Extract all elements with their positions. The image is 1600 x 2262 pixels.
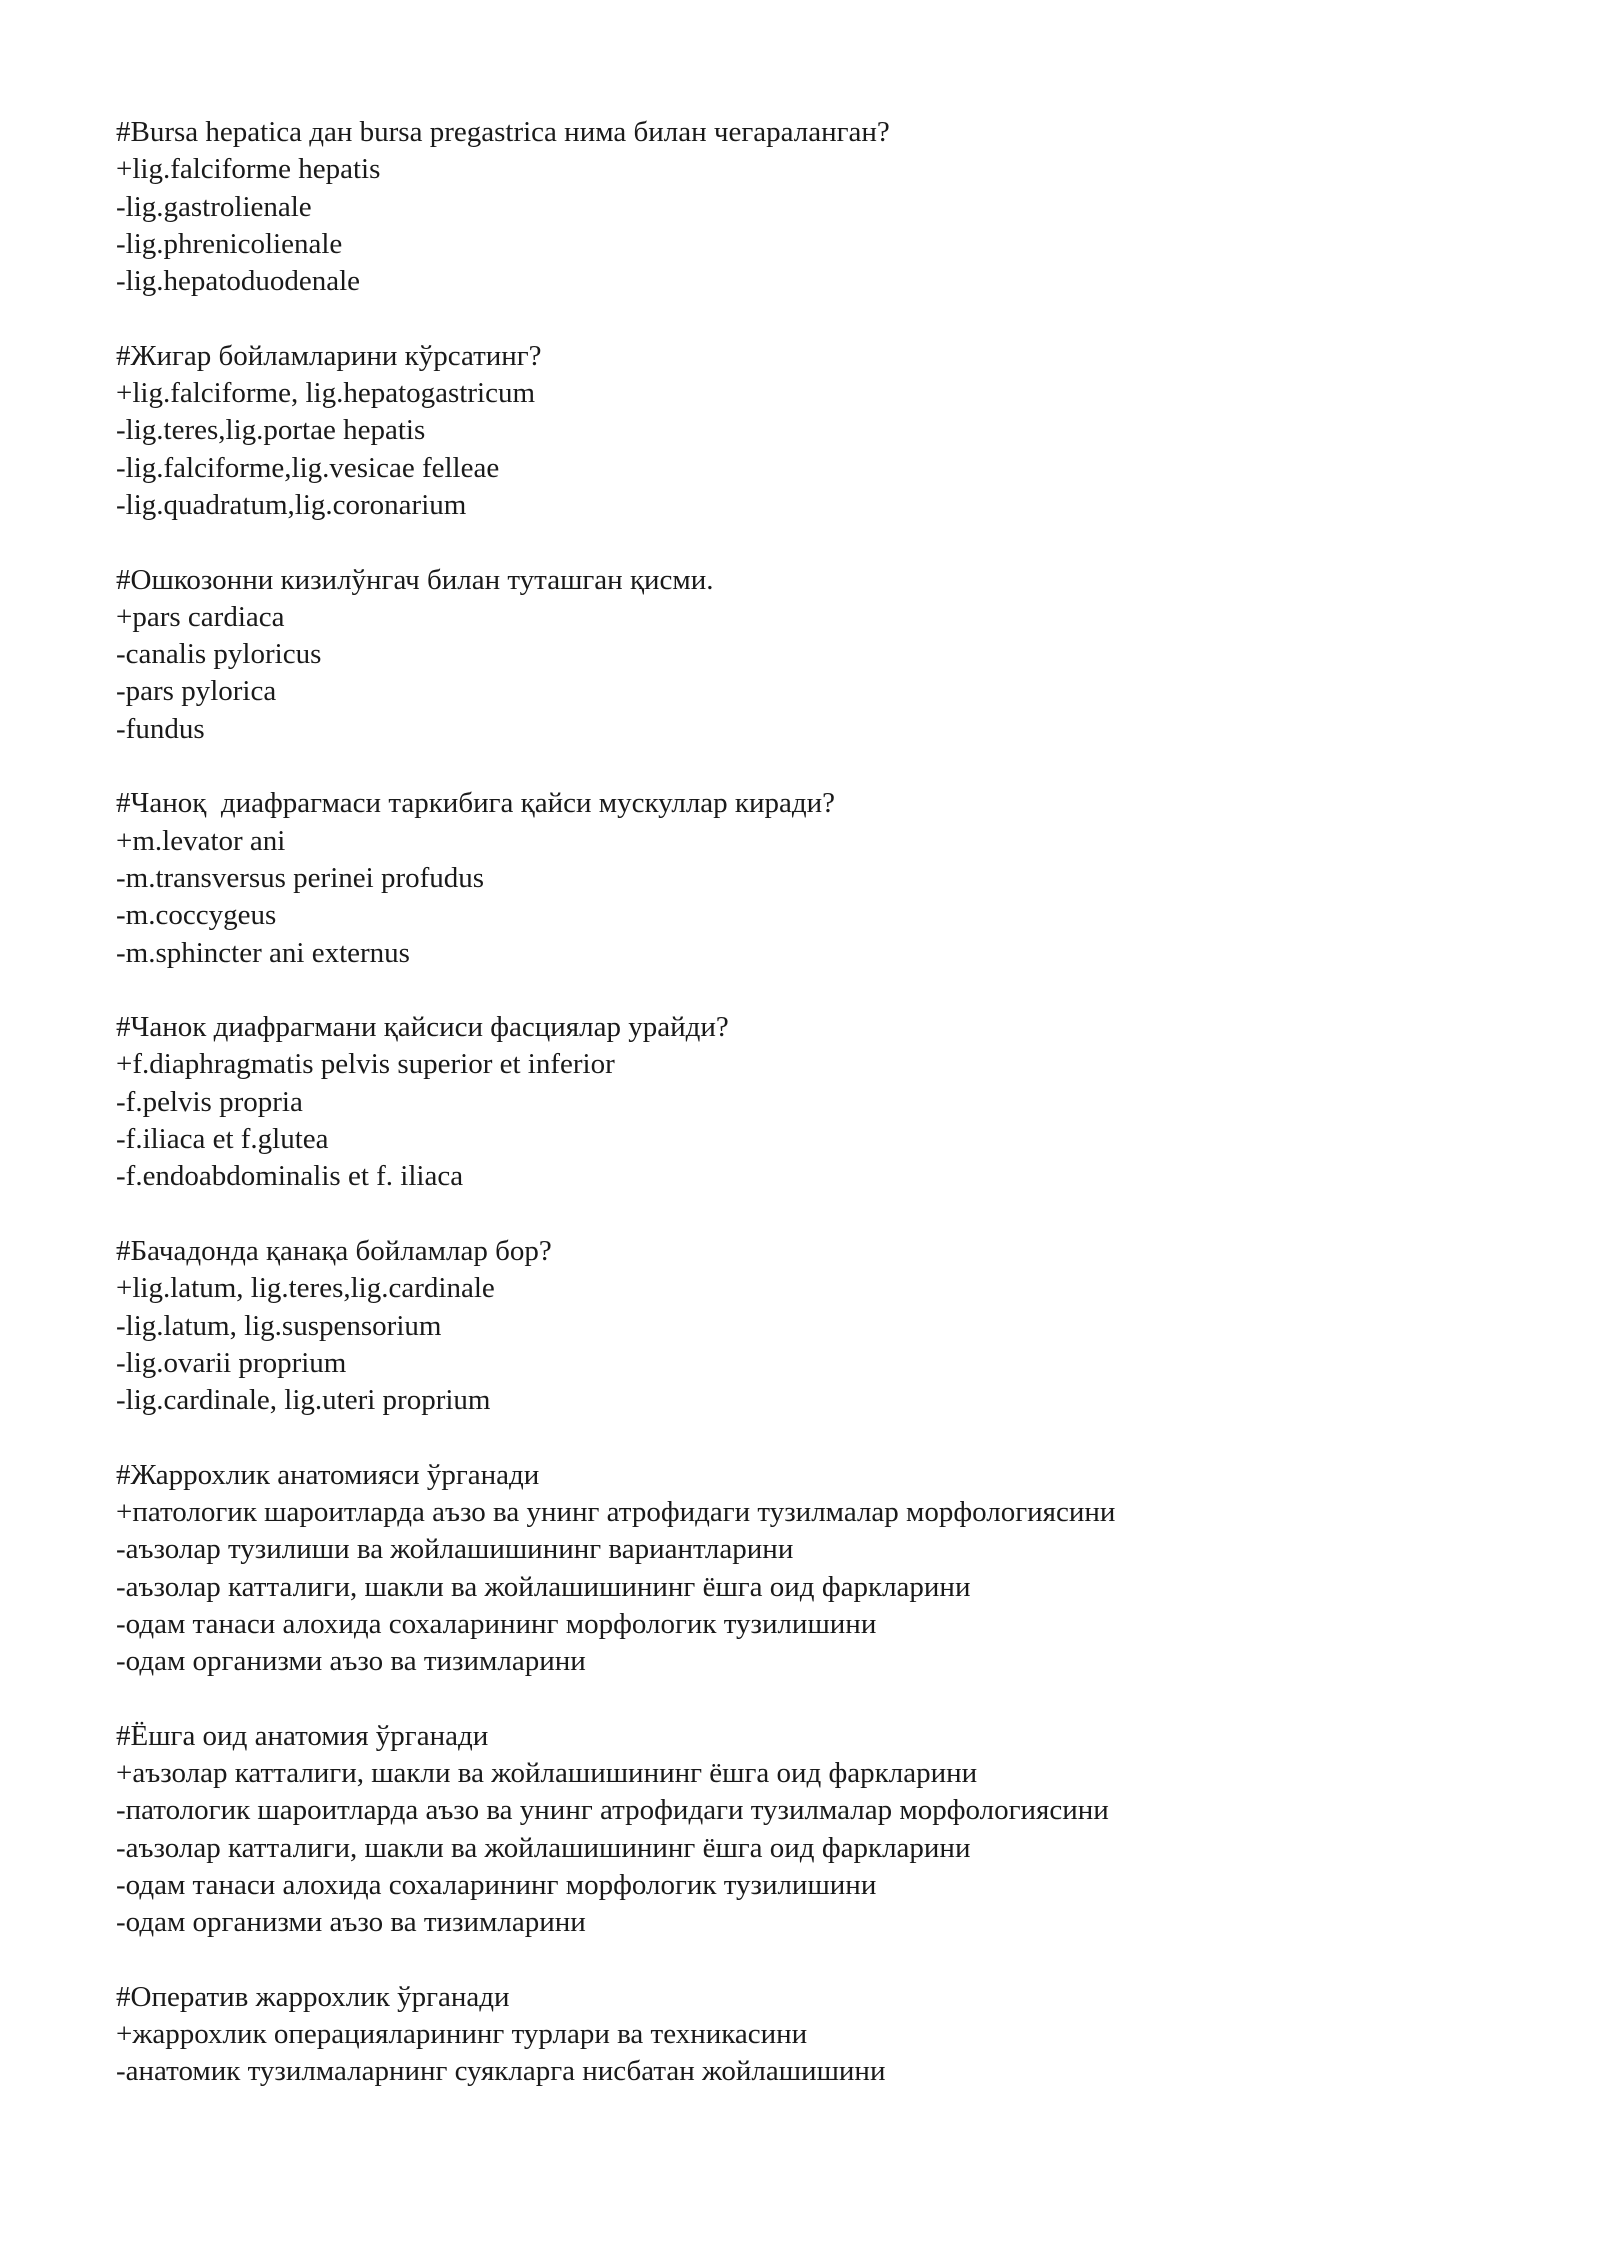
question-block xyxy=(116,338,1516,524)
answer-option: -m.transversus perinei profudus xyxy=(116,861,485,894)
answer-option: -m.sphincter ani externus xyxy=(116,936,410,969)
answer-option: -одам танаси алохида сохаларининг морфологик тузилишини xyxy=(116,1607,877,1640)
answer-option: -аъзолар катталиги, шакли ва жойлашишининг ёшга оид фаркларини xyxy=(116,1570,971,1603)
answer-option: -m.coccygeus xyxy=(116,899,277,932)
answer-option: -lig.hepatoduodenale xyxy=(116,265,360,298)
answer-option: -f.endoabdominalis et f. iliaca xyxy=(116,1160,464,1193)
answer-option: -одам организми аъзо ва тизимларини xyxy=(116,1645,586,1678)
answer-option: -fundus xyxy=(116,712,205,745)
answer-option: -lig.ovarii proprium xyxy=(116,1346,347,1379)
answer-option: -lig.teres,lig.portae hepatis xyxy=(116,414,426,447)
document-page xyxy=(116,114,1516,2128)
answer-option: +патологик шароитларда аъзо ва унинг атрофидаги тузилмалар морфологиясини xyxy=(116,1495,1116,1528)
answer-option: -аъзолар тузилиши ва жойлашишининг вариантларини xyxy=(116,1533,794,1566)
answer-option: -f.iliaca et f.glutea xyxy=(116,1123,329,1156)
answer-option: +жаррохлик операцияларининг турлари ва техникасини xyxy=(116,2018,808,2051)
question-block xyxy=(116,1009,1516,1195)
question-text: #Чанок диафрагмани қайсиси фасциялар урайди? xyxy=(116,1011,729,1044)
answer-option: +lig.falciforme, lig.hepatogastricum xyxy=(116,377,535,410)
question-block xyxy=(116,114,1516,300)
answer-option: -lig.cardinale, lig.uteri proprium xyxy=(116,1384,491,1417)
question-text: #Bursa hepatica дан bursa pregastrica нима билан чегараланган? xyxy=(116,116,890,148)
answer-option: +pars cardiaca xyxy=(116,600,285,633)
question-text: #Ошкозонни кизилўнгач билан туташган қисми. xyxy=(116,563,714,596)
question-block xyxy=(116,562,1516,748)
answer-option: +m.levator ani xyxy=(116,824,286,857)
answer-option: -одам организми аъзо ва тизимларини xyxy=(116,1906,586,1939)
question-text: #Жаррохлик анатомияси ўрганади xyxy=(116,1458,540,1491)
answer-option: -lig.gastrolienale xyxy=(116,190,312,223)
answer-option: -lig.falciforme,lig.vesicae felleae xyxy=(116,451,500,484)
answer-option: -патологик шароитларда аъзо ва унинг атрофидаги тузилмалар морфологиясини xyxy=(116,1794,1109,1827)
answer-option: -f.pelvis propria xyxy=(116,1085,303,1118)
answer-option: -одам танаси алохида сохаларининг морфологик тузилишини xyxy=(116,1868,877,1901)
question-text: #Ёшга оид анатомия ўрганади xyxy=(116,1719,489,1752)
question-block xyxy=(116,1233,1516,1419)
answer-option: -lig.phrenicolienale xyxy=(116,227,343,260)
answer-option: +f.diaphragmatis pelvis superior et inferior xyxy=(116,1048,615,1081)
question-text: #Оператив жаррохлик ўрганади xyxy=(116,1980,510,2013)
question-block xyxy=(116,1457,1516,1681)
answer-option: -анатомик тузилмаларнинг суякларга нисбатан жойлашишини xyxy=(116,2055,886,2088)
answer-option: +lig.latum, lig.teres,lig.cardinale xyxy=(116,1272,495,1305)
question-block xyxy=(116,1979,1516,2091)
answer-option: -canalis pyloricus xyxy=(116,638,322,671)
answer-option: +lig.falciforme hepatis xyxy=(116,153,381,186)
question-text: #Бачадонда қанақа бойламлар бор? xyxy=(116,1234,552,1267)
answer-option: -аъзолар катталиги, шакли ва жойлашишининг ёшга оид фаркларини xyxy=(116,1831,971,1864)
question-text: #Чаноқ диафрагмаси таркибига қайси мускуллар киради? xyxy=(116,787,836,820)
question-text: #Жигар бойламларини кўрсатинг? xyxy=(116,339,542,372)
answer-option: +аъзолар катталиги, шакли ва жойлашишининг ёшга оид фаркларини xyxy=(116,1757,978,1790)
answer-option: -pars pylorica xyxy=(116,675,277,708)
answer-option: -lig.latum, lig.suspensorium xyxy=(116,1309,442,1342)
question-block xyxy=(116,1718,1516,1942)
answer-option: -lig.quadratum,lig.coronarium xyxy=(116,488,467,521)
question-block xyxy=(116,785,1516,971)
